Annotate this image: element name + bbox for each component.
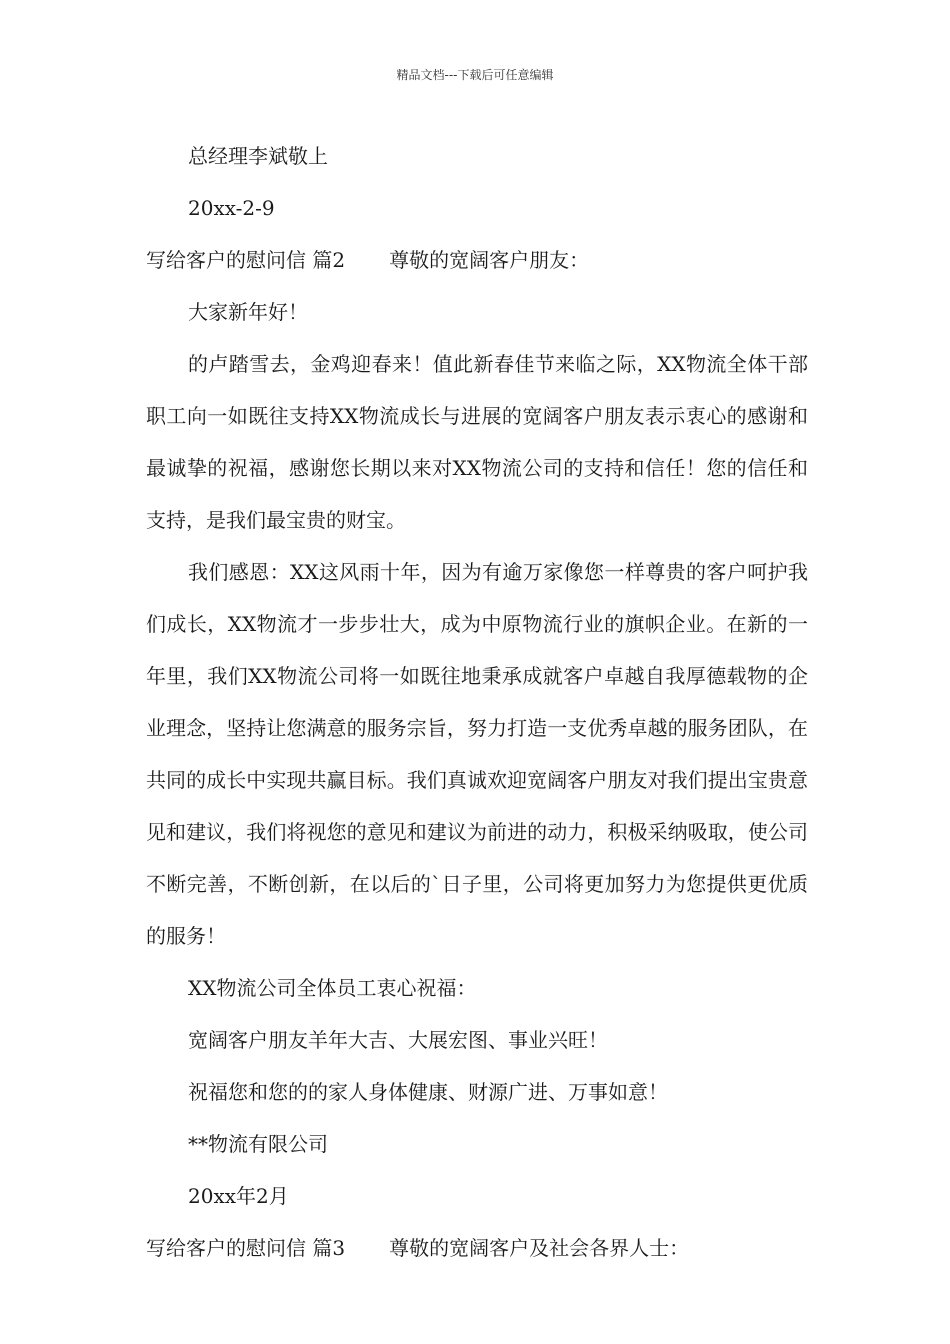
section-heading-2	[146, 234, 808, 286]
greeting: 大家新年好！	[188, 300, 308, 324]
blessing-line: 宽阔客户朋友羊年大吉、大展宏图、事业兴旺！	[188, 1028, 608, 1052]
section-title: 写给客户的慰问信 篇3	[146, 1236, 346, 1260]
signature-line: 总经理李斌敬上	[188, 144, 328, 168]
salutation: 尊敬的宽阔客户朋友：	[389, 248, 590, 272]
salutation: 尊敬的宽阔客户及社会各界人士：	[389, 1236, 690, 1260]
blessing-intro: XX物流公司全体员工衷心祝福：	[188, 976, 477, 1000]
company-signature: **物流有限公司	[188, 1132, 328, 1156]
section-heading-3	[146, 1222, 808, 1274]
body-paragraph: 我们感恩：XX这风雨十年，因为有逾万家像您一样尊贵的客户呵护我们成长，XX物流才一步步壮大，成为中原物流行业的旗帜企业。在新的一年里，我们XX物流公司将一如既往地秉承成就客户卓越自我厚德载物的企业理念，坚持让您满意的服务宗旨，努力打造一支优秀卓越的服务团队，在共同的成长中实现共赢目标。我们真诚欢迎宽阔客户朋友对我们提出宝贵意见和建议，我们将视您的意见和建议为前进的动力，积极采纳吸取，使公司不断完善，不断创新，在以后的`日子里，公司将更加努力为您提供更优质的服务！	[146, 560, 808, 948]
blessing-line: 祝福您和您的的家人身体健康、财源广进、万事如意！	[188, 1080, 668, 1104]
date-line: 20xx-2-9	[188, 196, 275, 220]
date-line: 20xx年2月	[188, 1184, 289, 1208]
document-body	[146, 130, 808, 1274]
section-title: 写给客户的慰问信 篇2	[146, 248, 346, 272]
body-paragraph: 的卢踏雪去，金鸡迎春来！值此新春佳节来临之际，XX物流全体干部职工向一如既往支持XX物流成长与进展的宽阔客户朋友表示衷心的感谢和最诚挚的祝福，感谢您长期以来对XX物流公司的支持和信任！您的信任和支持，是我们最宝贵的财宝。	[146, 352, 808, 532]
page-header: 精品文档---下载后可任意编辑	[396, 68, 554, 82]
